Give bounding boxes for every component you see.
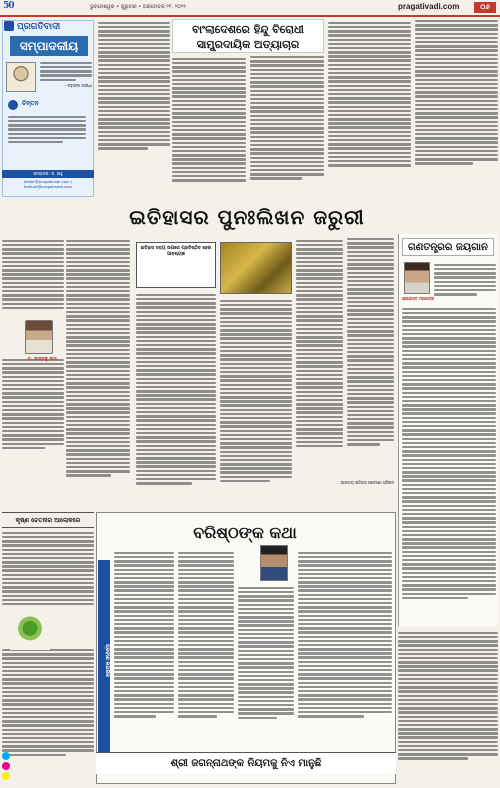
elder-photo <box>260 545 288 581</box>
lower-left-body <box>2 530 94 784</box>
main-article-headline: ଇତିହାସର ପୁନଃଲିଖନ ଜରୁରୀ <box>129 205 365 229</box>
email-line[interactable]: editor@pragativadi.com / feature@pragativadi.com <box>23 179 73 189</box>
vision-label: ଚିନ୍ତନ <box>22 100 39 107</box>
right-author-photo <box>404 262 430 294</box>
masthead-rule <box>0 15 500 17</box>
elders-col2 <box>178 550 234 750</box>
cyan-mark <box>2 752 10 760</box>
main-article-col2 <box>66 238 130 510</box>
lower-left-headline: କୃଷ୍ଣ ଚେତନାର ଆଲୋକରେ <box>2 512 94 528</box>
vision-icon <box>8 100 18 110</box>
main-article-col5 <box>296 238 394 478</box>
article-byline: ଭାରତୀୟ ଇତିହାସ ଗବେଷଣା ପରିଷଦ <box>340 480 394 485</box>
right-column-bottom <box>398 630 498 784</box>
page-number: ୦୬ <box>474 2 496 13</box>
elders-vertical-label: ପ୍ରବୀଣ ନାଗରିକ <box>98 560 110 760</box>
elders-headline: ବରିଷ୍ଠଙ୍କ କଥା <box>193 523 297 542</box>
gandhi-portrait <box>6 62 36 92</box>
yellow-mark <box>2 772 10 780</box>
author-photo <box>25 320 53 354</box>
website-link[interactable]: pragativadi.com <box>398 2 460 11</box>
top-story-headline: ବାଂଲାଦେଶରେ ହିନ୍ଦୁ ବିରୋଧୀ ସାମ୍ପ୍ରଦାୟିକ ଅତ୍ୟାଚାର <box>172 19 324 53</box>
brand-name: ପ୍ରଗତିବାଦୀ <box>17 22 61 32</box>
main-article-col4 <box>220 298 292 510</box>
quote-block <box>40 60 92 94</box>
main-article-col1 <box>2 238 64 510</box>
right-author-name: ଶ୍ରୀକାନ୍ତ ମହାପାତ୍ର <box>401 296 435 301</box>
pull-quote: ଇତିହାସ ସତ୍ୟ ଉପରେ ପ୍ରତିଷ୍ଠିତ ହେବା ଆବଶ୍ୟକ <box>136 242 216 288</box>
article-photo <box>220 242 292 294</box>
elders-col1 <box>114 550 174 750</box>
editor-bar: ସମ୍ପାଦକ: ଡ. ସାହୁ <box>2 170 94 178</box>
magenta-mark <box>2 762 10 770</box>
right-column-headline: ଗଣତନ୍ତ୍ରର ଜୟଗାନ <box>402 238 494 256</box>
registration-marks <box>2 752 10 780</box>
right-column-body <box>402 306 496 622</box>
right-column-intro <box>434 262 496 304</box>
bottom-headline: ଶ୍ରୀ ଜଗନ୍ନାଥଙ୍କ ନିୟମକୁ ନିଏ ମାନୁଛି <box>96 752 396 774</box>
main-article-col3 <box>136 292 216 510</box>
elders-col4 <box>298 550 392 750</box>
anniversary-logo: 50 <box>3 1 14 11</box>
elders-col3 <box>238 585 294 750</box>
brand-icon <box>4 21 14 31</box>
author-name: ଡ. ଶାନ୍ତନୁ ଦାସ <box>27 357 57 362</box>
plant-illustration <box>10 614 50 650</box>
editorial-title: ସମ୍ପାଦକୀୟ <box>10 36 88 56</box>
vision-text <box>8 114 86 150</box>
quote-author: - ମହାତ୍ମା ଗାନ୍ଧୀ <box>64 82 92 88</box>
dateline: ଭୁବନେଶ୍ୱର • ଗୁରୁବାର • ଅକ୍ଟୋବର ୨୧, ୨୦୨୧ <box>90 4 186 10</box>
